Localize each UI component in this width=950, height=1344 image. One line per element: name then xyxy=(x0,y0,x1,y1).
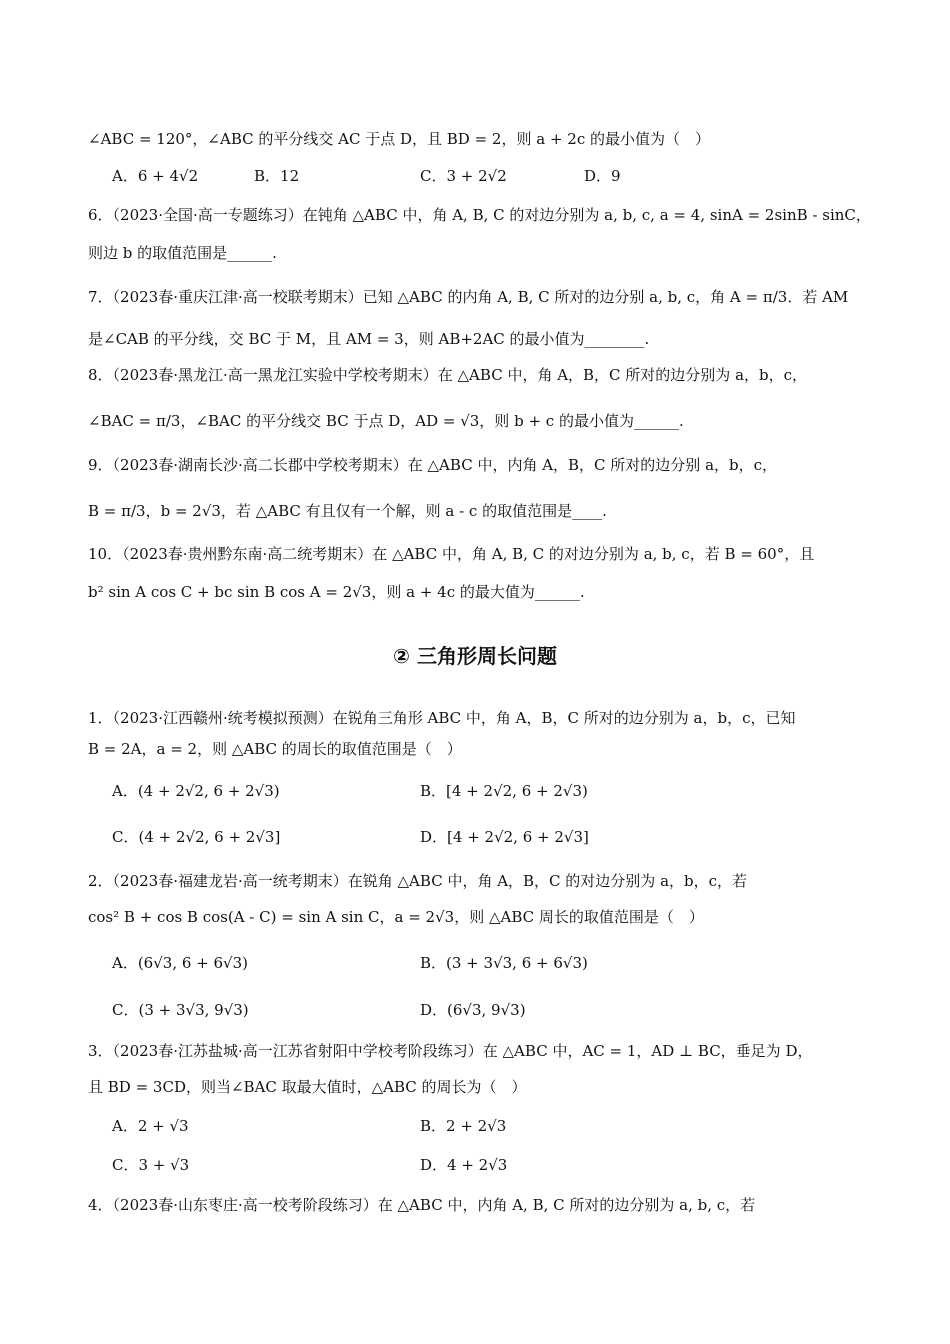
option-c: C．3 + 2√2 xyxy=(420,167,507,185)
option-b: B．12 xyxy=(254,167,300,185)
question-continuation-text: ∠ABC = 120°，∠ABC 的平分线交 AC 于点 D，且 BD = 2，则 a + 2c 的最小值为（ ） xyxy=(88,130,710,148)
problem-3-option-a: A．2 + √3 xyxy=(112,1117,189,1135)
question-10-line-2: b² sin A cos C + bc sin B cos A = 2√3，则 a + 4c 的最大值为______. xyxy=(88,583,585,601)
problem-3-option-b: B．2 + 2√3 xyxy=(420,1117,507,1135)
option-a: A．6 + 4√2 xyxy=(112,167,199,185)
problem-3-line-1: 3．（2023春·江苏盐城·高一江苏省射阳中学校考阶段练习）在 △ABC 中，AC = 1，AD ⊥ BC，垂足为 D， xyxy=(88,1042,813,1060)
question-6-line-1: 6．（2023·全国·高一专题练习）在钝角 △ABC 中，角 A, B, C 的对边分别为 a, b, c, a = 4, sinA = 2sinB - sinC， xyxy=(88,206,871,224)
question-10-line-1: 10．（2023春·贵州黔东南·高二统考期末）在 △ABC 中，角 A, B, C 的对边分别为 a, b, c，若 B = 60°，且 xyxy=(88,545,815,563)
problem-2-option-b: B．(3 + 3√3, 6 + 6√3) xyxy=(420,954,588,972)
problem-3-option-d: D．4 + 2√3 xyxy=(420,1156,508,1174)
question-8-line-2: ∠BAC = π/3，∠BAC 的平分线交 BC 于点 D，AD = √3，则 b + c 的最小值为______. xyxy=(88,412,684,430)
question-9-line-2: B = π/3，b = 2√3，若 △ABC 有且仅有一个解，则 a - c 的取值范围是____. xyxy=(88,502,607,520)
question-8-line-1: 8．（2023春·黑龙江·高一黑龙江实验中学校考期末）在 △ABC 中，角 A，B，C 所对的边分别为 a，b，c， xyxy=(88,366,808,384)
problem-2-line-2: cos² B + cos B cos(A - C) = sin A sin C，a = 2√3，则 △ABC 周长的取值范围是（ ） xyxy=(88,908,704,926)
section-title: ② 三角形周长问题 xyxy=(393,644,557,668)
problem-1-option-b: B．[4 + 2√2, 6 + 2√3) xyxy=(420,782,588,800)
problem-3-option-c: C．3 + √3 xyxy=(112,1156,190,1174)
problem-1-option-d: D．[4 + 2√2, 6 + 2√3] xyxy=(420,828,589,846)
problem-4-line-1: 4．（2023春·山东枣庄·高一校考阶段练习）在 △ABC 中，内角 A, B, C 所对的边分别为 a, b, c，若 xyxy=(88,1196,756,1214)
question-7-line-2: 是∠CAB 的平分线，交 BC 于 M，且 AM = 3，则 AB+2AC 的最小值为________. xyxy=(88,330,650,348)
problem-2-option-d: D．(6√3, 9√3) xyxy=(420,1001,526,1019)
problem-3-line-2: 且 BD = 3CD，则当∠BAC 取最大值时，△ABC 的周长为（ ） xyxy=(88,1078,527,1096)
question-9-line-1: 9．（2023春·湖南长沙·高二长郡中学校考期末）在 △ABC 中，内角 A，B，C 所对的边分别 a，b，c， xyxy=(88,456,778,474)
option-d: D．9 xyxy=(584,167,621,185)
problem-1-line-1: 1．（2023·江西赣州·统考模拟预测）在锐角三角形 ABC 中，角 A，B，C 所对的边分别为 a，b，c，已知 xyxy=(88,709,796,727)
problem-1-option-a: A．(4 + 2√2, 6 + 2√3) xyxy=(112,782,280,800)
problem-1-line-2: B = 2A，a = 2，则 △ABC 的周长的取值范围是（ ） xyxy=(88,740,462,758)
problem-1-option-c: C．(4 + 2√2, 6 + 2√3] xyxy=(112,828,281,846)
problem-2-option-a: A．(6√3, 6 + 6√3) xyxy=(112,954,249,972)
question-6-line-2: 则边 b 的取值范围是______. xyxy=(88,244,277,262)
problem-2-line-1: 2．（2023春·福建龙岩·高一统考期末）在锐角 △ABC 中，角 A，B，C 的对边分别为 a，b，c，若 xyxy=(88,872,748,890)
question-7-line-1: 7．（2023春·重庆江津·高一校联考期末）已知 △ABC 的内角 A, B, C 所对的边分别 a, b, c，角 A = π/3．若 AM xyxy=(88,288,849,306)
problem-2-option-c: C．(3 + 3√3, 9√3) xyxy=(112,1001,249,1019)
